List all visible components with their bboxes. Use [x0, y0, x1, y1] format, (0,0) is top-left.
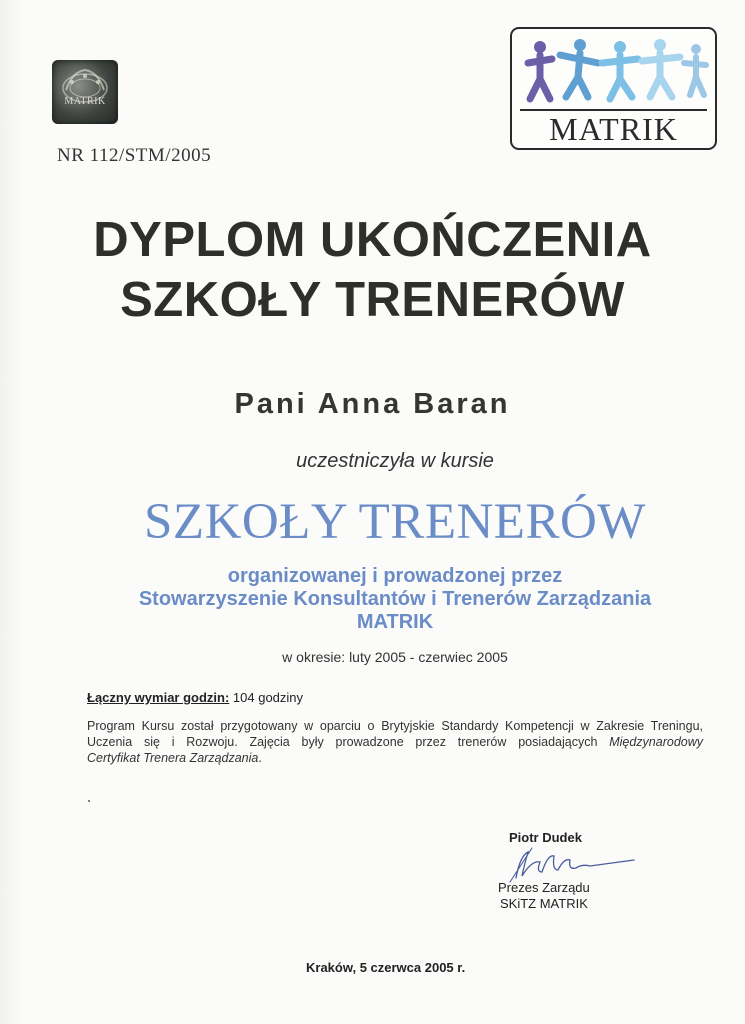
hologram-seal	[52, 60, 118, 124]
program-line-2-italic: Międzynarodowy	[609, 735, 703, 749]
program-line-1: Program Kursu został przygotowany w oparciu o Brytyjskie Standardy Kompetencji w Zakresie Treningu,	[87, 719, 703, 733]
course-name: SZKOŁY TRENERÓW	[144, 494, 646, 550]
logo-text: MATRIK	[549, 111, 678, 147]
total-hours-label: Łączny wymiar godzin:	[87, 690, 230, 705]
recipient-name: Pani Anna Baran	[234, 388, 511, 420]
program-line-2	[87, 734, 703, 750]
signatory-organization: SKiTZ MATRIK	[500, 896, 588, 911]
program-line-2-text: Uczenia się i Rozwoju. Zajęcia były prowadzone przez trenerów posiadających	[87, 735, 610, 749]
laurel-icon	[52, 60, 118, 124]
hologram-text: MATRIK	[64, 96, 106, 107]
diploma-title-line-2: SZKOŁY TRENERÓW	[120, 273, 625, 327]
handwritten-signature	[502, 842, 642, 884]
diploma-title-line-1: DYPLOM UKOŃCZENIA	[93, 213, 652, 267]
program-line-3-italic: Certyfikat Trenera Zarządzania	[87, 751, 259, 765]
stray-dot	[88, 800, 90, 802]
course-period: w okresie: luty 2005 - czerwiec 2005	[282, 649, 508, 665]
total-hours-value: 104 godziny	[229, 690, 304, 705]
document-number: NR 112/STM/2005	[57, 145, 212, 166]
organizer-line-1: organizowanej i prowadzonej przez	[227, 565, 563, 587]
signatory-role: Prezes Zarządu	[498, 880, 590, 895]
total-hours	[87, 690, 303, 705]
participation-text: uczestniczyła w kursie	[296, 450, 494, 472]
program-line-3	[87, 750, 703, 766]
signatory-name: Piotr Dudek	[509, 830, 582, 845]
matrik-logo	[510, 27, 717, 150]
place-and-date: Kraków, 5 czerwca 2005 r.	[306, 960, 466, 975]
organizer-line-2: Stowarzyszenie Konsultantów i Trenerów Zarządzania	[138, 588, 652, 610]
program-line-3-end: .	[258, 751, 262, 765]
program-description	[87, 718, 703, 766]
people-figures-icon	[520, 33, 710, 109]
organizer-line-3: MATRIK	[356, 611, 434, 633]
